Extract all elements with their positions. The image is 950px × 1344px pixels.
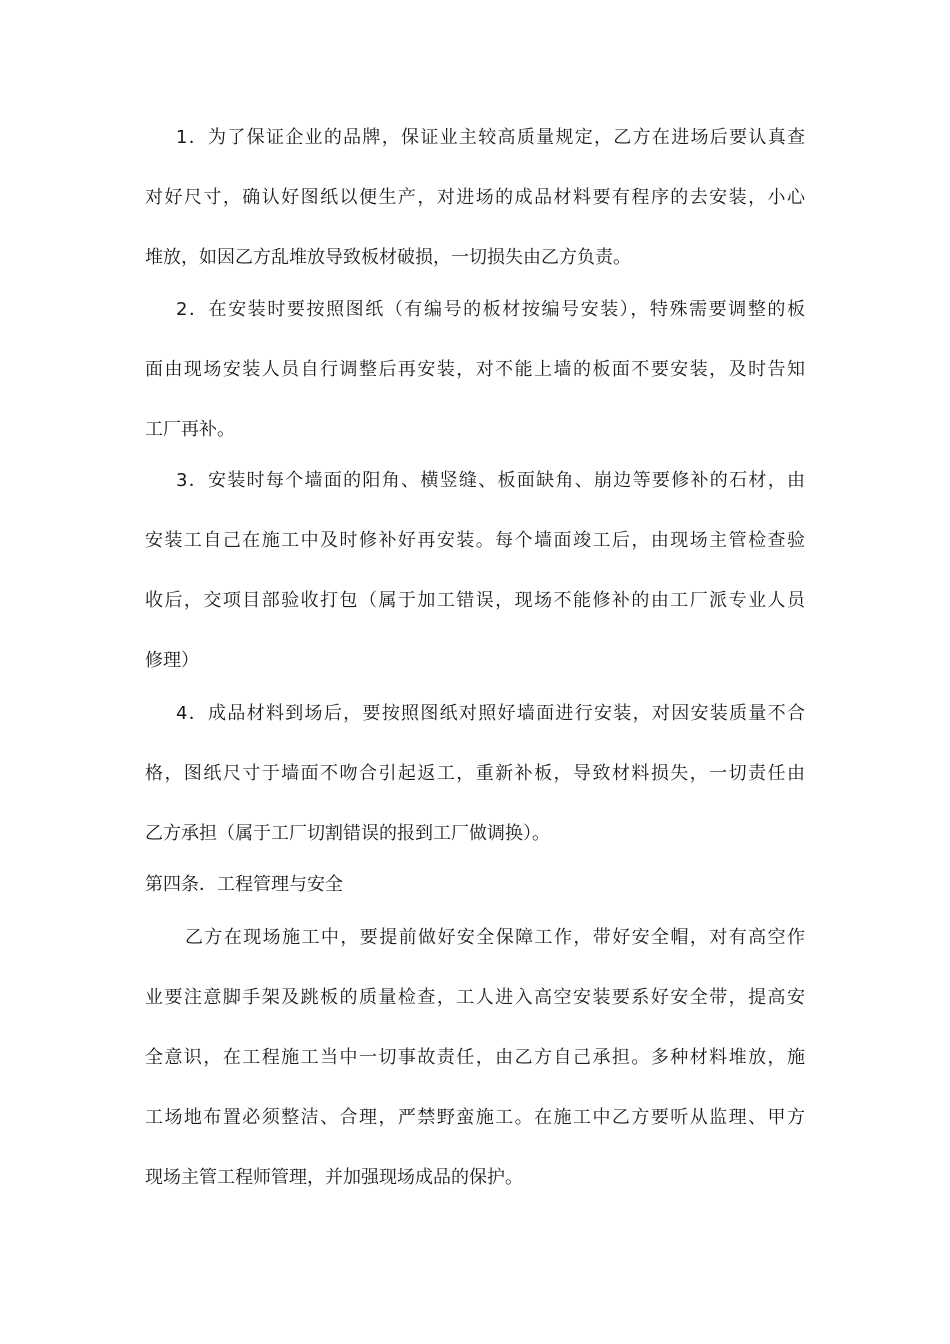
paragraph-line: 1．为了保证企业的品牌，保证业主较高质量规定，乙方在进场后要认真查: [176, 127, 805, 148]
paragraph-line: 4．成品材料到场后，要按照图纸对照好墙面进行安装，对因安装质量不合: [176, 703, 805, 724]
paragraph-line: 乙方在现场施工中，要提前做好安全保障工作，带好安全帽，对有高空作: [185, 927, 805, 948]
paragraph-line: 3．安装时每个墙面的阳角、横竖缝、板面缺角、崩边等要修补的石材，由: [176, 470, 805, 491]
paragraph-line: 工场地布置必须整洁、合理，严禁野蛮施工。在施工中乙方要听从监理、甲方: [145, 1107, 805, 1128]
paragraph-1: [145, 108, 805, 288]
paragraph-line: 收后，交项目部验收打包（属于加工错误，现场不能修补的由工厂派专业人员: [145, 590, 805, 611]
paragraph-line: 修理）: [145, 650, 199, 671]
paragraph-line: 工厂再补。: [145, 419, 235, 440]
paragraph-line: 面由现场安装人员自行调整后再安装，对不能上墙的板面不要安装，及时告知: [145, 359, 805, 380]
paragraph-line: 堆放，如因乙方乱堆放导致板材破损，一切损失由乙方负责。: [145, 247, 631, 268]
paragraph-line: 现场主管工程师管理，并加强现场成品的保护。: [145, 1167, 523, 1188]
paragraph-3: [145, 451, 805, 691]
paragraph-2: [145, 280, 805, 460]
paragraph-line: 安装工自己在施工中及时修补好再安装。每个墙面竣工后，由现场主管检查验: [145, 530, 805, 551]
paragraph-line: 乙方承担（属于工厂切割错误的报到工厂做调换）。: [145, 823, 550, 844]
paragraph-line: 全意识，在工程施工当中一切事故责任，由乙方自己承担。多种材料堆放，施: [145, 1047, 805, 1068]
paragraph-line: 2．在安装时要按照图纸（有编号的板材按编号安装），特殊需要调整的板: [176, 299, 805, 320]
paragraph-4: [145, 684, 805, 864]
paragraph-line: 对好尺寸，确认好图纸以便生产，对进场的成品材料要有程序的去安装，小心: [145, 187, 805, 208]
section-heading: 第四条．工程管理与安全: [145, 874, 343, 895]
paragraph-line: 业要注意脚手架及跳板的质量检查，工人进入高空安装要系好安全带，提高安: [145, 987, 805, 1008]
paragraph-line: 格，图纸尺寸于墙面不吻合引起返工，重新补板，导致材料损失，一切责任由: [145, 763, 805, 784]
section-paragraph: [145, 908, 805, 1208]
